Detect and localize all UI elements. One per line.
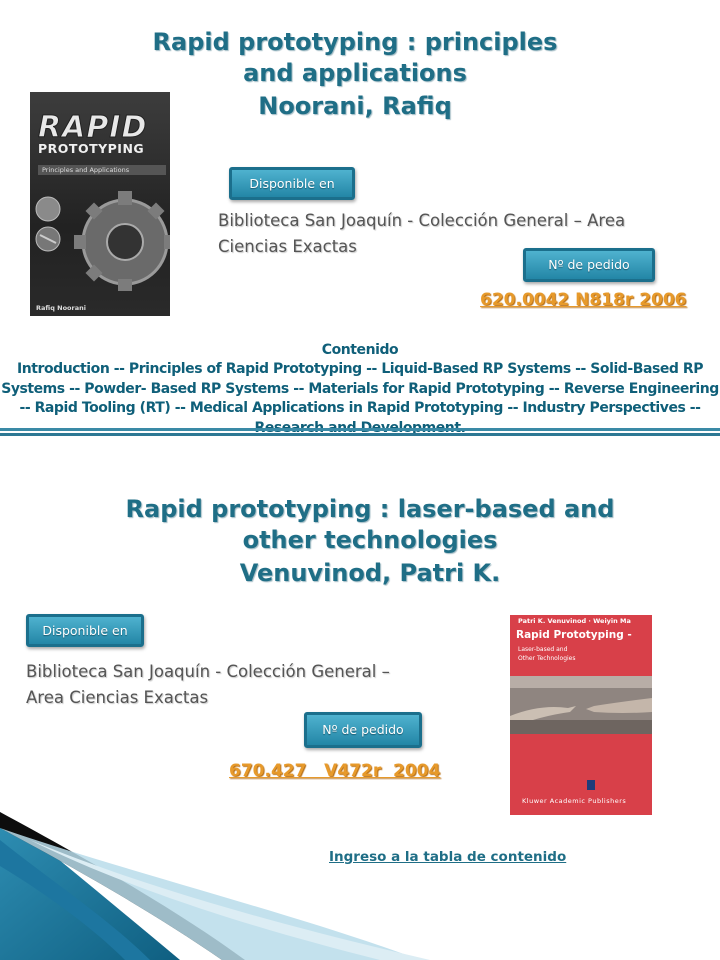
book2-call-number[interactable]: 670.427 V472r 2004 <box>229 761 441 781</box>
book1-title: Rapid prototyping : principles and applications <box>152 28 558 87</box>
book2-location: Biblioteca San Joaquín - Colección General – Area Ciencias Exactas <box>26 662 390 707</box>
contents-table-link[interactable]: Ingreso a la tabla de contenido <box>329 849 567 865</box>
book2-order-button[interactable]: Nº de pedido <box>304 712 422 748</box>
book1-call-number[interactable]: 620.0042 N818r 2006 <box>480 290 687 310</box>
cover2-title: Rapid Prototyping - <box>516 629 632 641</box>
cover1-brand-line1: RAPID <box>38 110 148 145</box>
book2-available-button[interactable]: Disponible en <box>26 614 144 647</box>
book2-author: Venuvinod, Patri K. <box>239 559 501 587</box>
logo-icon <box>586 779 596 791</box>
book1-contents-text: Introduction -- Principles of Rapid Prototyping -- Liquid-Based RP Systems -- Solid-Based RP Systems -- Powder- Based RP Systems -- Materials for Rapid Prototyping -- Reverse Engineering -- Rapid Tooling (RT) -- Medical Applications in Rapid Prototyping -- Industry Perspectives -- <box>1 361 719 416</box>
book1-contents-heading: Contenido <box>321 342 399 358</box>
cover1-subtitle: Principles and Applications <box>38 165 166 175</box>
book1-cover <box>30 92 170 316</box>
hands-image <box>510 676 652 734</box>
book2-title: Rapid prototyping : laser-based and other technologies <box>125 495 615 554</box>
section-divider-shadow <box>0 433 720 436</box>
cover1-brand-line2: PROTOTYPING <box>38 141 145 156</box>
section-divider <box>0 428 720 431</box>
gear-image <box>30 177 170 292</box>
book2-cover <box>510 615 652 815</box>
book1-author: Noorani, Rafiq <box>258 92 452 120</box>
cover2-subtitle-line2: Other Technologies <box>518 655 576 662</box>
cover2-publisher: Kluwer Academic Publishers <box>522 797 627 805</box>
book1-available-button[interactable]: Disponible en <box>229 167 355 200</box>
corner-swoosh-decoration <box>0 800 430 960</box>
book1-order-button[interactable]: Nº de pedido <box>523 248 655 282</box>
cover2-subtitle-line1: Laser-based and <box>518 646 568 653</box>
cover2-authors: Patri K. Venuvinod · Weiyin Ma <box>518 617 631 625</box>
book1-location: Biblioteca San Joaquín - Colección General – Area Ciencias Exactas <box>218 211 626 256</box>
cover1-author: Rafiq Noorani <box>36 304 86 312</box>
